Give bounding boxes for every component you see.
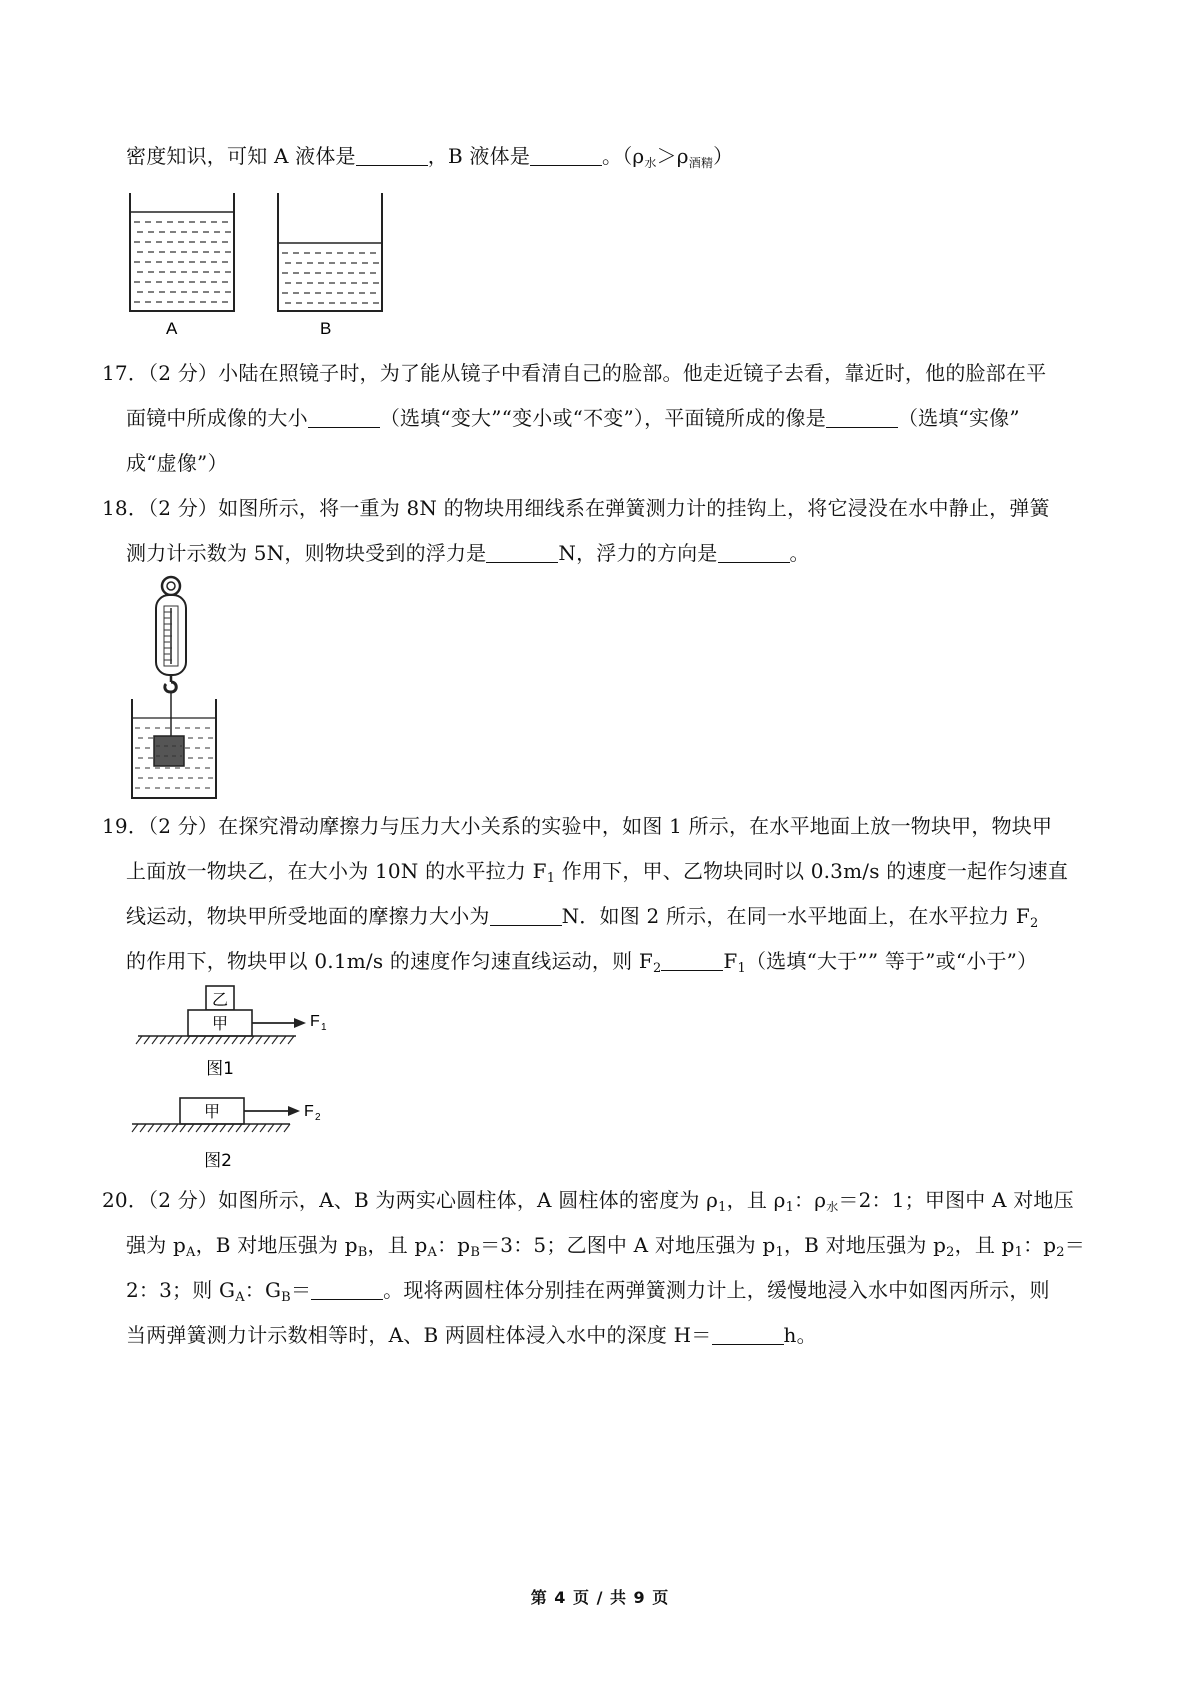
q20-text: 当两弹簧测力计示数相等时，A、B 两圆柱体浸入水中的深度 H＝ — [126, 1323, 712, 1347]
q20-text: ，且 p — [954, 1233, 1015, 1257]
q18-line-2 — [126, 539, 810, 567]
answer-blank[interactable] — [356, 145, 428, 166]
answer-blank[interactable] — [718, 542, 790, 563]
q18-line-1: 18．（2 分）如图所示，将一重为 8N 的物块用细线系在弹簧测力计的挂钩上，将它浸没在水中静止，弹簧 — [102, 496, 1050, 520]
q20-text: ：p — [1023, 1233, 1057, 1257]
friction-figure-1 — [130, 982, 350, 1082]
q20-text: ，B 对地压强为 p — [783, 1233, 947, 1257]
q19-text: 作用下，甲、乙物块同时以 0.3m/s 的速度一起作匀速直 — [555, 859, 1069, 883]
q19-line-2 — [126, 857, 1068, 893]
answer-blank[interactable] — [826, 407, 898, 428]
q18-text: 测力计示数为 5N，则物块受到的浮力是 — [126, 541, 487, 565]
subscript: B — [470, 1245, 481, 1260]
q16-text: ，B 液体是 — [427, 144, 531, 168]
q17-line-3: 成“虚像”） — [126, 451, 228, 475]
answer-blank[interactable] — [712, 1324, 784, 1345]
q19-text: 的作用下，物块甲以 0.1m/s 的速度作匀速直线运动，则 F — [126, 949, 653, 973]
q20-line-2 — [126, 1231, 1085, 1267]
subscript: B — [357, 1245, 368, 1260]
q20-text: 2：3；则 G — [126, 1278, 236, 1302]
answer-blank[interactable] — [486, 542, 558, 563]
answer-blank[interactable] — [661, 950, 723, 971]
block-jia-label: 甲 — [211, 1014, 229, 1033]
q16-text: 密度知识，可知 A 液体是 — [126, 144, 356, 168]
subscript: 水 — [826, 1200, 839, 1214]
q20-text: h。 — [783, 1323, 817, 1347]
q20-text: ：ρ — [794, 1188, 827, 1212]
q20-text: ＝2：1；甲图中 A 对地压 — [838, 1188, 1074, 1212]
q20-text: ＝3：5；乙图中 A 对地压强为 p — [480, 1233, 776, 1257]
subscript: 1 — [785, 1200, 795, 1215]
q20-text: ，且 ρ — [726, 1188, 786, 1212]
force-label: F — [304, 1103, 314, 1120]
subscript: 1 — [718, 1200, 727, 1215]
answer-blank[interactable] — [530, 145, 602, 166]
q20-text: ，B 对地压强为 p — [195, 1233, 358, 1257]
q17-text: （选填“变大”“变小或“不变”），平面镜所成的像是 — [379, 406, 826, 430]
q20-text: ＝ — [1064, 1233, 1085, 1257]
beaker-b — [278, 193, 382, 311]
q20-text: 20．（2 分）如图所示，A、B 为两实心圆柱体，A 圆柱体的密度为 ρ — [102, 1188, 719, 1212]
answer-blank[interactable] — [311, 1279, 383, 1300]
label-a: A — [166, 319, 178, 338]
label-b: B — [320, 319, 332, 338]
answer-blank[interactable] — [490, 905, 562, 926]
force-subscript: 2 — [315, 1112, 321, 1123]
q19-text: （选填“大于”” 等于”或“小于”） — [745, 949, 1038, 973]
q17-text: （选填“实像” — [897, 406, 1020, 430]
spring-scale — [156, 577, 186, 736]
q16-text: ＞ρ — [656, 144, 689, 168]
spring-scale-figure — [126, 574, 236, 806]
q20-line-4 — [126, 1321, 817, 1349]
q19-text: N．如图 2 所示，在同一水平地面上，在水平拉力 F — [561, 904, 1030, 928]
water-container — [132, 699, 216, 798]
q18-text: N，浮力的方向是 — [558, 541, 718, 565]
q16-text-line — [126, 142, 733, 177]
subscript: 水 — [644, 156, 657, 170]
force-label: F — [310, 1013, 320, 1030]
beakers-figure — [120, 188, 400, 338]
q19-text: 线运动，物块甲所受地面的摩擦力大小为 — [126, 904, 490, 928]
subscript: 1 — [775, 1245, 784, 1260]
q19-line-1: 19．（2 分）在探究滑动摩擦力与压力大小关系的实验中，如图 1 所示，在水平地面上放一物块甲，物块甲 — [102, 814, 1053, 838]
subscript: 1 — [737, 961, 746, 976]
q19-text: F — [723, 949, 738, 973]
q20-text: ＝ — [290, 1278, 312, 1302]
submerged-block — [154, 736, 184, 766]
subscript: A — [235, 1290, 245, 1305]
page-footer: 第 4 页 / 共 9 页 — [530, 1588, 670, 1607]
subscript: 酒精 — [688, 156, 714, 170]
subscript: B — [281, 1290, 291, 1305]
q20-line-3 — [126, 1276, 1050, 1312]
subscript: A — [185, 1245, 196, 1260]
subscript: 1 — [546, 871, 556, 886]
q20-text: ：G — [244, 1278, 282, 1302]
q17-text: 面镜中所成像的大小 — [126, 406, 308, 430]
subscript: 2 — [946, 1245, 955, 1260]
subscript: A — [427, 1245, 438, 1260]
q16-text: 。（ρ — [602, 144, 645, 168]
subscript: 2 — [652, 961, 662, 976]
q20-text: ：p — [437, 1233, 471, 1257]
q17-line-2 — [126, 404, 1020, 432]
subscript: 2 — [1056, 1245, 1065, 1260]
force-subscript: 1 — [321, 1022, 327, 1033]
block-yi-label: 乙 — [211, 990, 229, 1009]
q20-text: 。现将两圆柱体分别挂在两弹簧测力计上，缓慢地浸入水中如图丙所示，则 — [383, 1278, 1050, 1302]
q19-line-3 — [126, 902, 1038, 938]
block-jia-label: 甲 — [203, 1102, 221, 1121]
friction-figure-2 — [130, 1086, 350, 1178]
figure-1-caption: 图1 — [206, 1059, 234, 1079]
subscript: 2 — [1029, 916, 1039, 931]
q18-text: 。 — [789, 541, 810, 565]
answer-blank[interactable] — [308, 407, 380, 428]
q20-text: 强为 p — [126, 1233, 186, 1257]
q16-text: ） — [713, 144, 734, 168]
figure-2-caption: 图2 — [204, 1151, 232, 1171]
q20-line-1 — [102, 1186, 1074, 1222]
q17-line-1: 17．（2 分）小陆在照镜子时，为了能从镜子中看清自己的脸部。他走近镜子去看，靠近时，他的脸部在平 — [102, 361, 1047, 385]
q19-text: 上面放一物块乙，在大小为 10N 的水平拉力 F — [126, 859, 547, 883]
beaker-a — [130, 193, 234, 311]
q20-text: ，且 p — [367, 1233, 428, 1257]
subscript: 1 — [1014, 1245, 1024, 1260]
q19-line-4 — [126, 947, 1037, 983]
